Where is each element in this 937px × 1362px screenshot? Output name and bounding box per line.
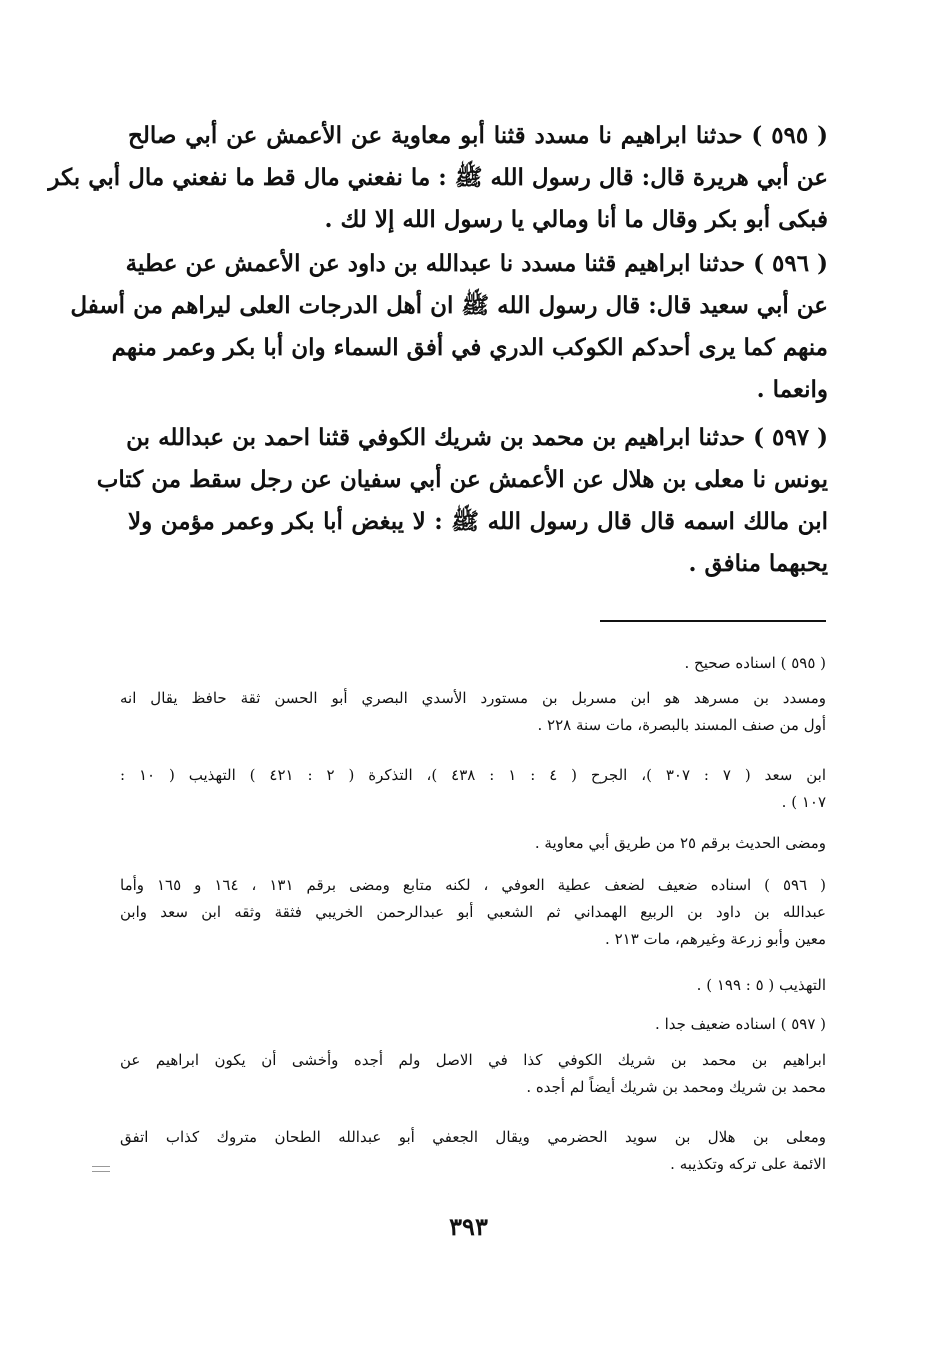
- hadith-596: [70, 243, 828, 411]
- footnote-line: معين وأبو زرعة وغيرهم، مات ٢١٣ .: [605, 930, 826, 948]
- footnote-595-sources: [120, 762, 826, 816]
- footnote-line: محمد بن شريك ومحمد بن شريك أيضاً لم أجده .: [526, 1078, 826, 1096]
- footnote-line: الائمة على تركه وتكذيبه .: [670, 1155, 826, 1173]
- footnote-line: ١٠٧ ) .: [781, 793, 826, 811]
- footnote-line: ( ٥٩٦ ) اسناده ضعيف لضعف عطية العوفي ، لكنه متابع ومضى برقم ١٣١ ، ١٦٤ و ١٦٥ وأما: [120, 876, 826, 894]
- hadith-line: ( ٥٩٧ ) حدثنا ابراهيم بن محمد بن شريك الكوفي قثنا احمد بن عبدالله بن: [126, 424, 828, 451]
- hadith-line: فبكى أبو بكر وقال ما أنا ومالي يا رسول الله إلا لك .: [324, 206, 828, 233]
- footnote-595-grade: [120, 650, 826, 677]
- footnote-line: ومضى الحديث برقم ٢٥ من طريق أبي معاوية .: [534, 834, 826, 852]
- hadith-595: [48, 115, 829, 241]
- footnote-597-ibrahim: [120, 1047, 826, 1101]
- footnote-line: ابراهيم بن محمد بن شريك الكوفي كذا في الاصل ولم أجده وأخشى أن يكون ابراهيم عن: [120, 1051, 826, 1069]
- hadith-line: ( ٥٩٥ ) حدثنا ابراهيم نا مسدد قثنا أبو معاوية عن الأعمش عن أبي صالح: [128, 122, 829, 149]
- hadith-line: عن أبي سعيد قال: قال رسول الله ﷺ ان أهل الدرجات العلى ليراهم من أسفل: [70, 292, 828, 319]
- footnote-595-cross-ref: [120, 830, 826, 857]
- hadith-line: منهم كما يرى أحدكم الكوكب الدري في أفق السماء وان أبا بكر وعمر منهم: [111, 334, 828, 361]
- footnote-separator: [600, 620, 826, 622]
- hadith-line: ( ٥٩٦ ) حدثنا ابراهيم قثنا مسدد نا عبدالله بن داود عن الأعمش عن عطية: [125, 250, 828, 277]
- footnote-line: التهذيب ( ٥ : ١٩٩ ) .: [696, 976, 826, 994]
- footnote-596-sources: [120, 972, 826, 999]
- hadith-line: عن أبي هريرة قال: قال رسول الله ﷺ : ما نفعني مال قط ما نفعني مال أبي بكر: [48, 164, 828, 191]
- footnote-line: ومسدد بن مسرهد هو ابن مسربل بن مستورد الأسدي البصري أبو الحسن ثقة حافظ يقال انه: [120, 689, 826, 707]
- footnote-597-mualla: [120, 1124, 826, 1178]
- hadith-line: يحبهما منافق .: [688, 550, 828, 577]
- page-number: ٣٩٣: [449, 1212, 488, 1241]
- footnote-line: ابن سعد ( ٧ : ٣٠٧ )، الجرح ( ٤ : ١ : ٤٣٨ )، التذكرة ( ٢ : ٤٢١ ) التهذيب ( ١٠ :: [120, 766, 827, 784]
- hadith-line: وانعما .: [756, 376, 828, 403]
- footnote-595-musaddad: [120, 685, 826, 739]
- footnote-596-grade: [120, 872, 826, 953]
- hadith-597: [96, 417, 828, 585]
- footnote-line: ( ٥٩٧ ) اسناده ضعيف جدا .: [655, 1015, 826, 1033]
- footnote-line: ومعلى بن هلال بن سويد الحضرمي ويقال الجعفي أبو عبدالله الطحان متروك كذاب اتفق: [120, 1128, 826, 1146]
- footnote-597-grade: [120, 1011, 826, 1038]
- footnote-line: أول من صنف المسند بالبصرة، مات سنة ٢٢٨ .: [537, 716, 826, 734]
- footnote-line: عبدالله بن داود بن الربيع الهمداني ثم الشعبي أبو عبدالرحمن الخريبي فثقة وثقه ابن سعد وابن: [120, 903, 826, 921]
- hadith-line: ابن مالك اسمه قال قال رسول الله ﷺ : لا يبغض أبا بكر وعمر مؤمن ولا: [128, 508, 828, 535]
- hadith-line: يونس نا معلى بن هلال عن الأعمش عن أبي سفيان عن رجل سقط من كتاب: [96, 466, 828, 493]
- footnote-line: ( ٥٩٥ ) اسناده صحيح .: [684, 654, 826, 672]
- margin-mark: [92, 1166, 110, 1172]
